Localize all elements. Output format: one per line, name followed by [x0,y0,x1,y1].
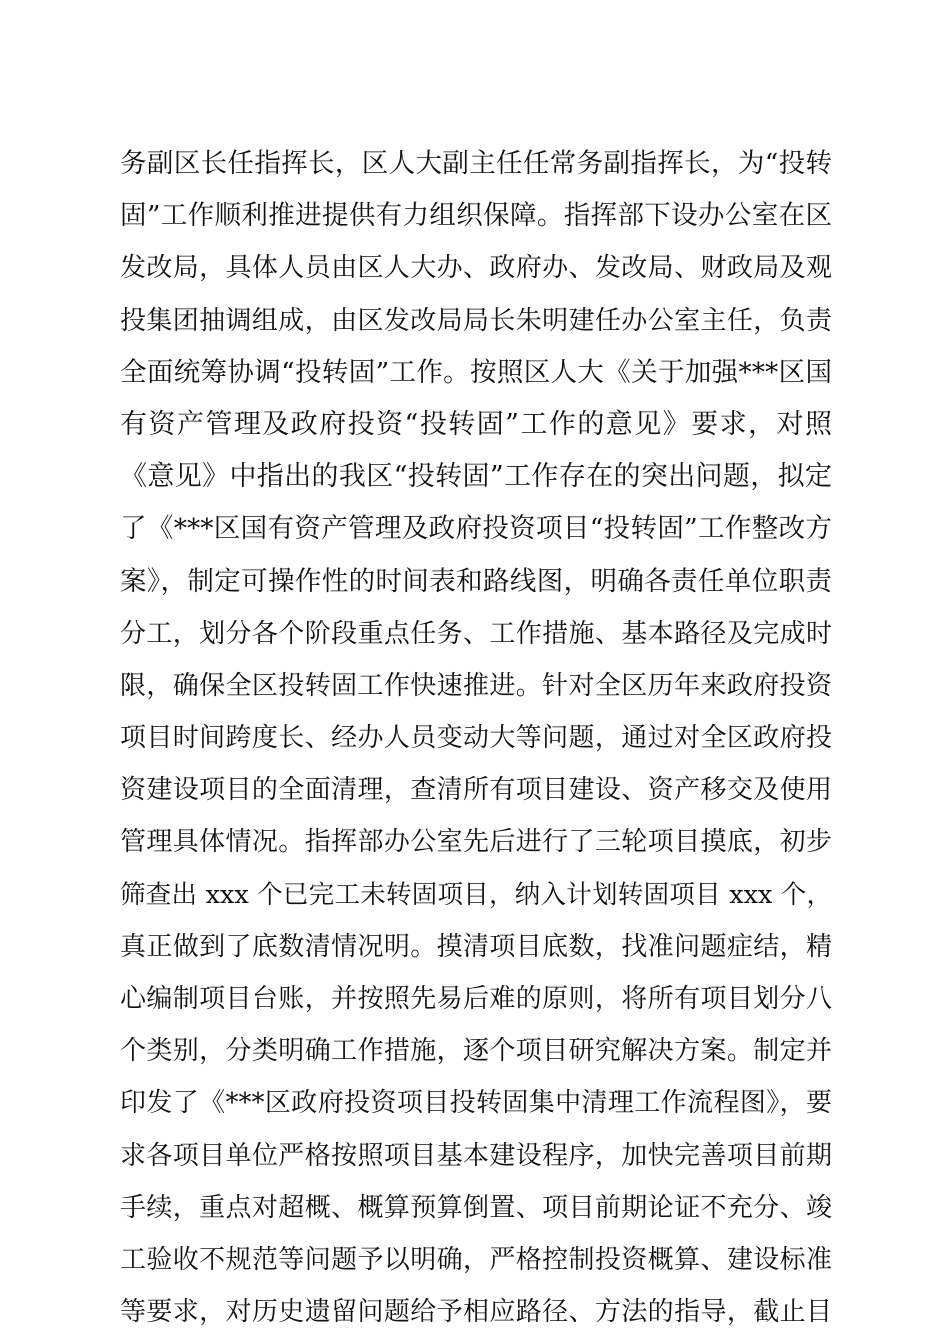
text-line-3: 发改局，具体人员由区人大办、政府办、发改局、财政局及观 [120,253,832,284]
text-line-20: 求各项目单位严格按照项目基本建设程序，加快完善项目前期 [120,1140,832,1171]
text-line-23: 等要求，对历史遗留问题给予相应路径、方法的指导，截止目 [120,1297,832,1328]
text-line-2: 固”工作顺利推进提供有力组织保障。指挥部下设办公室在区 [120,200,832,232]
text-line-19: 印发了《***区政府投资项目投转固集中清理工作流程图》，要 [120,1088,832,1119]
text-line-12: 项目时间跨度长、经办人员变动大等问题，通过对全区政府投 [120,723,832,754]
text-line-6: 有资产管理及政府投资“投转固”工作的意见》要求，对照 [120,408,832,440]
text-line-16: 真正做到了底数清情况明。摸清项目底数，找准问题症结，精 [120,931,832,962]
text-line-5: 全面统筹协调“投转固”工作。按照区人大《关于加强***区国 [120,356,832,388]
text-line-8: 了《***区国有资产管理及政府投资项目“投转固”工作整改方 [120,513,832,545]
text-line-11: 限，确保全区投转固工作快速推进。针对全区历年来政府投资 [120,670,832,701]
text-line-13: 资建设项目的全面清理，查清所有项目建设、资产移交及使用 [120,775,832,806]
text-line-10: 分工，划分各个阶段重点任务、工作措施、基本路径及完成时 [120,618,832,649]
text-line-14: 管理具体情况。指挥部办公室先后进行了三轮项目摸底，初步 [120,827,832,858]
text-line-18: 个类别，分类明确工作措施，逐个项目研究解决方案。制定并 [120,1036,832,1067]
text-line-17: 心编制项目台账，并按照先易后难的原则，将所有项目划分八 [120,984,832,1014]
text-line-9: 案》，制定可操作性的时间表和路线图，明确各责任单位职责 [120,565,832,597]
body-paragraph [120,138,832,1338]
text-line-15: 筛查出 xxx 个已完工未转固项目，纳入计划转固项目 xxx 个， [120,879,832,910]
text-line-1: 务副区长任指挥长，区人大副主任任常务副指挥长，为“投转 [120,148,832,179]
text-line-22: 工验收不规范等问题予以明确，严格控制投资概算、建设标准 [120,1244,832,1275]
text-line-7: 《意见》中指出的我区“投转固”工作存在的突出问题，拟定 [120,461,832,493]
text-line-21: 手续，重点对超概、概算预算倒置、项目前期论证不充分、竣 [120,1192,832,1223]
text-line-4: 投集团抽调组成，由区发改局局长朱明建任办公室主任，负责 [120,305,832,336]
